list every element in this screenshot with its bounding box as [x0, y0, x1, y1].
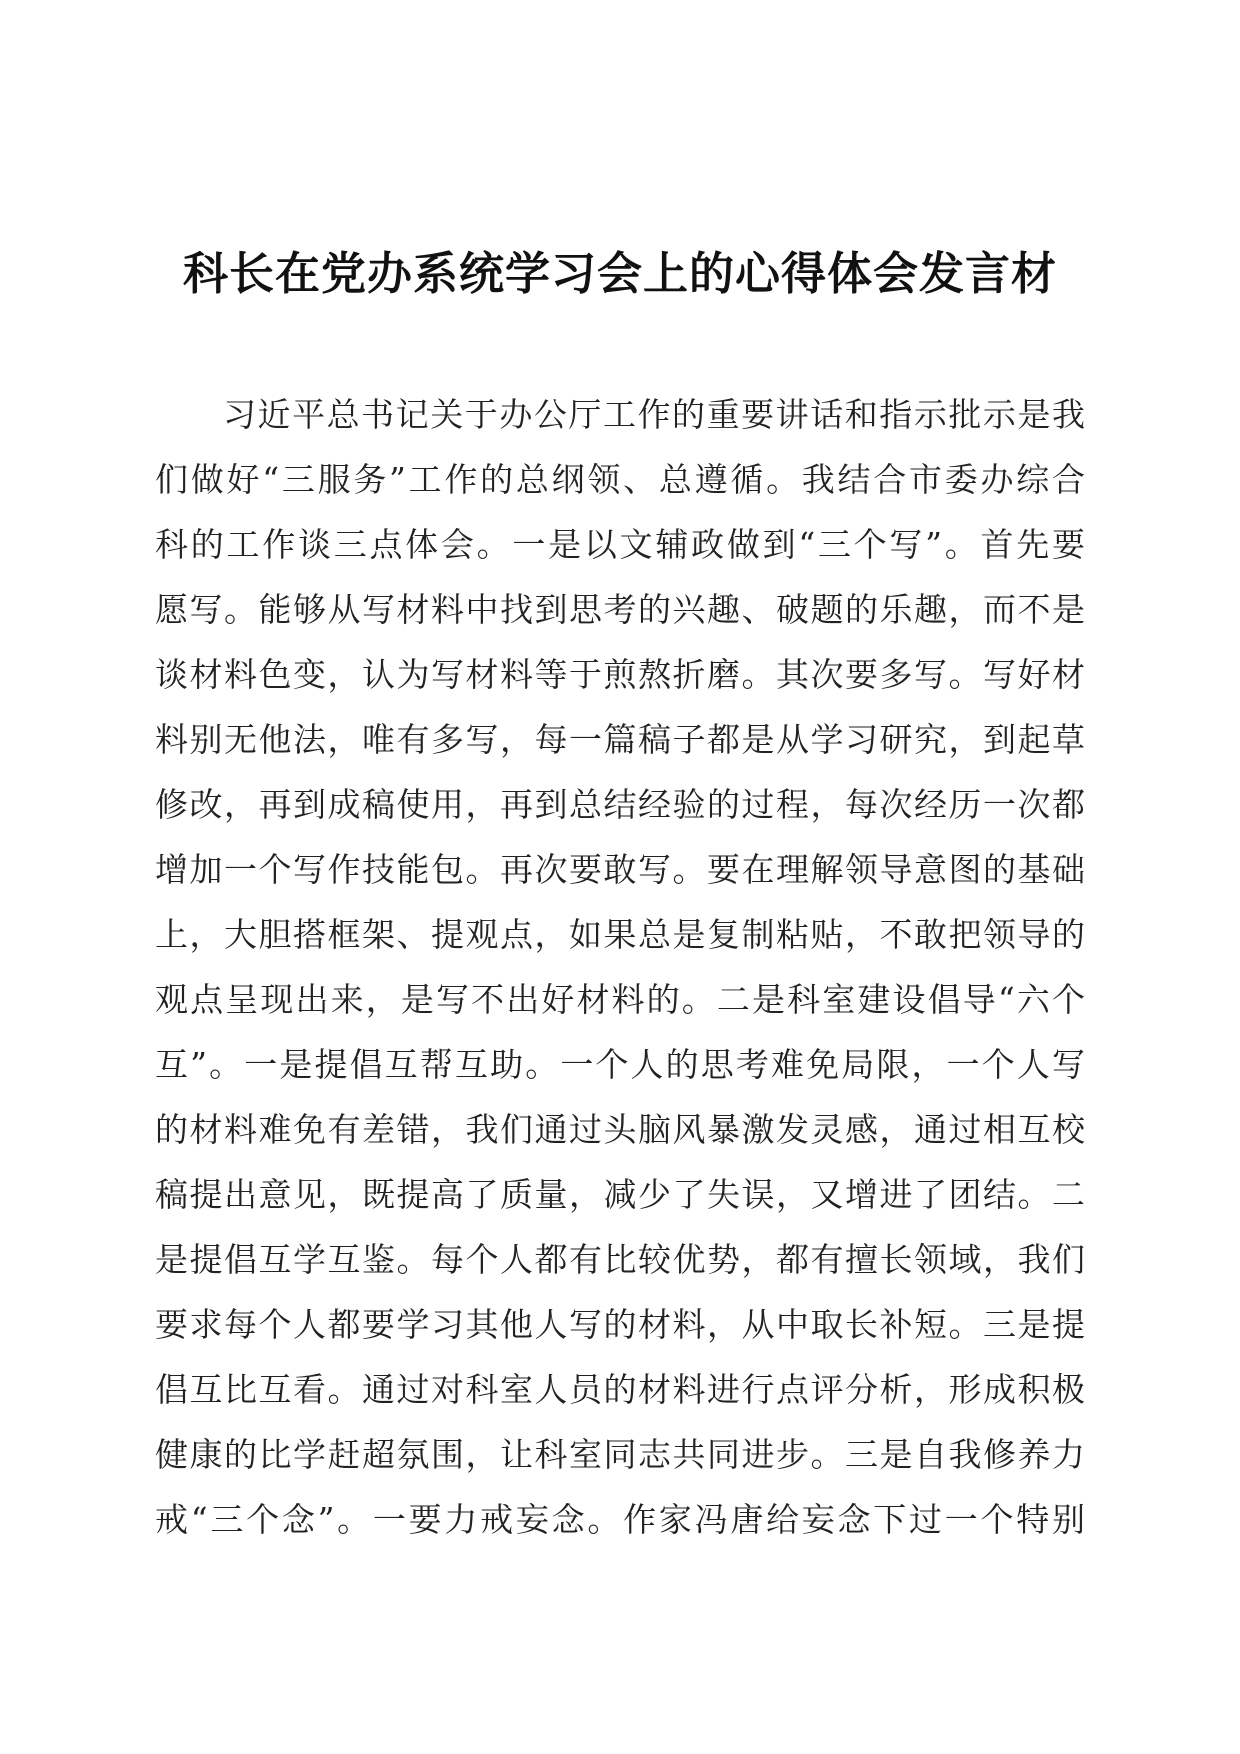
paragraph-line: 习近平总书记关于办公厅工作的重要讲话和指示批示是我	[223, 395, 1085, 434]
document-title: 科长在党办系统学习会上的心得体会发言材	[182, 247, 1057, 300]
body-paragraph	[155, 382, 1085, 1552]
paragraph-line: 谈材料色变，认为写材料等于煎熬折磨。其次要多写。写好材	[155, 655, 1085, 694]
paragraph-line: 们做好“三服务”工作的总纲领、总遵循。我结合市委办综合	[155, 460, 1085, 499]
paragraph-line: 戒“三个念”。一要力戒妄念。作家冯唐给妄念下过一个特别	[155, 1500, 1085, 1539]
paragraph-line: 健康的比学赶超氛围，让科室同志共同进步。三是自我修养力	[155, 1435, 1085, 1474]
paragraph-line: 是提倡互学互鉴。每个人都有比较优势，都有擅长领域，我们	[155, 1240, 1085, 1279]
paragraph-line: 稿提出意见，既提高了质量，减少了失误，又增进了团结。二	[155, 1175, 1085, 1214]
paragraph-line: 互”。一是提倡互帮互助。一个人的思考难免局限，一个人写	[155, 1045, 1085, 1084]
paragraph-line: 修改，再到成稿使用，再到总结经验的过程，每次经历一次都	[155, 785, 1085, 824]
paragraph-line: 倡互比互看。通过对科室人员的材料进行点评分析，形成积极	[155, 1370, 1085, 1409]
paragraph-line: 料别无他法，唯有多写，每一篇稿子都是从学习研究，到起草	[155, 720, 1085, 759]
paragraph-line: 要求每个人都要学习其他人写的材料，从中取长补短。三是提	[155, 1305, 1085, 1344]
paragraph-line: 上，大胆搭框架、提观点，如果总是复制粘贴，不敢把领导的	[155, 915, 1085, 954]
paragraph-line: 科的工作谈三点体会。一是以文辅政做到“三个写”。首先要	[155, 525, 1085, 564]
paragraph-line: 愿写。能够从写材料中找到思考的兴趣、破题的乐趣，而不是	[155, 590, 1085, 629]
paragraph-line: 增加一个写作技能包。再次要敢写。要在理解领导意图的基础	[155, 850, 1085, 889]
paragraph-line: 的材料难免有差错，我们通过头脑风暴激发灵感，通过相互校	[155, 1110, 1085, 1149]
paragraph-line: 观点呈现出来，是写不出好材料的。二是科室建设倡导“六个	[155, 980, 1085, 1019]
